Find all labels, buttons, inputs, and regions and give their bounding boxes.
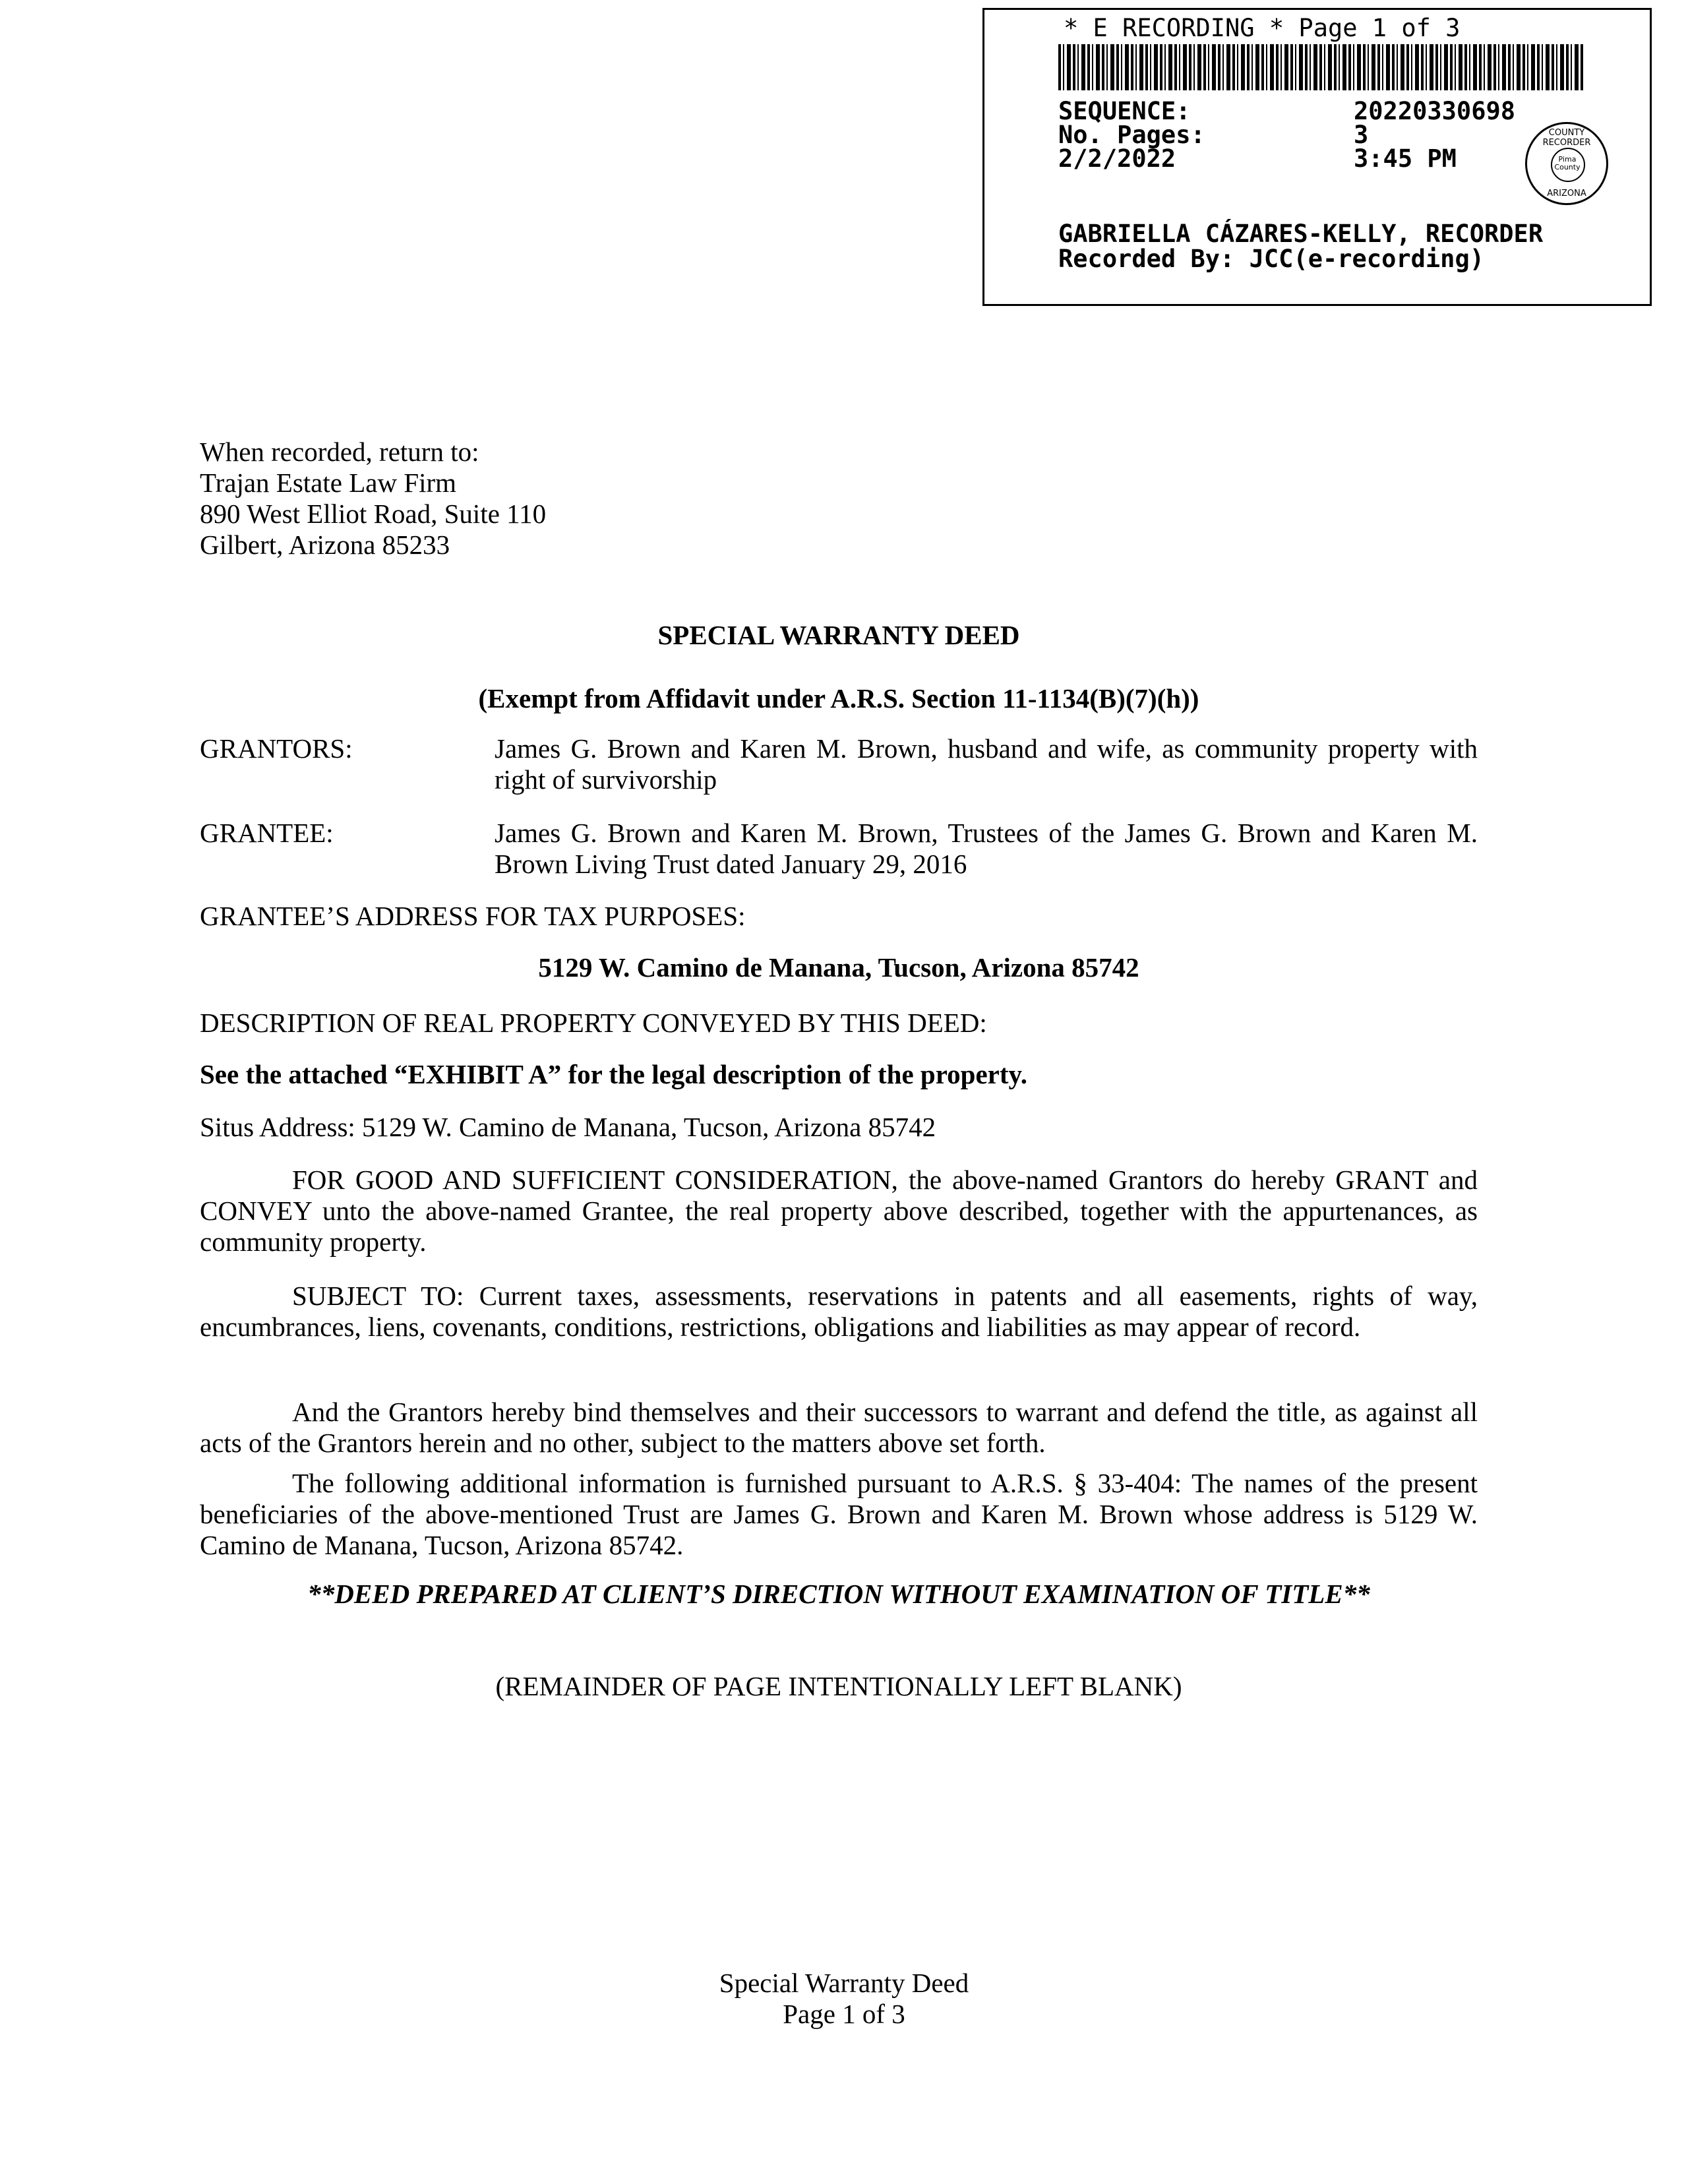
tax-address: 5129 W. Camino de Manana, Tucson, Arizona 85742 — [538, 952, 1139, 983]
seal-center-text: Pima County — [1554, 155, 1581, 171]
seal-top-text: COUNTY RECORDER — [1542, 128, 1591, 148]
warranty-paragraph: And the Grantors hereby bind themselves and their successors to warrant and defend the title, as against all acts of the Grantors herein and no other, subject to the matters above set forth. — [200, 1397, 1478, 1458]
beneficiaries-paragraph: The following additional information is furnished pursuant to A.R.S. § 33-404: The names of the present beneficiaries of the above-mentioned Trust are James G. Brown and Karen M. Brown whose address is 5129 W. Camino de Manana, Tucson, Arizona 85742. — [200, 1468, 1478, 1560]
grantors-label: GRANTORS: — [200, 733, 353, 764]
recording-time: 3:45 PM — [1354, 144, 1457, 173]
return-to-block — [200, 437, 546, 561]
footer-page-number: Page 1 of 3 — [783, 1999, 905, 2029]
recording-stamp — [982, 8, 1652, 306]
recording-date: 2/2/2022 — [1058, 144, 1176, 173]
barcode — [1058, 44, 1583, 90]
pages-label: No. Pages: — [1058, 121, 1205, 149]
return-to-heading: When recorded, return to: — [200, 437, 479, 467]
consideration-paragraph: FOR GOOD AND SUFFICIENT CONSIDERATION, the above-named Grantors do hereby GRANT and CONVEY unto the above-named Grantee, the real property above described, together with the appurtenances, as community property. — [200, 1165, 1478, 1257]
prepared-note: **DEED PREPARED AT CLIENT’S DIRECTION WITHOUT EXAMINATION OF TITLE** — [307, 1579, 1370, 1609]
exempt-note: (Exempt from Affidavit under A.R.S. Section 11-1134(B)(7)(h)) — [478, 683, 1199, 713]
pages-value: 3 — [1354, 121, 1369, 149]
return-to-firm: Trajan Estate Law Firm — [200, 468, 457, 498]
footer-title: Special Warranty Deed — [719, 1968, 969, 1998]
grantors-value: James G. Brown and Karen M. Brown, husband and wife, as community property with right of survivorship — [495, 733, 1478, 795]
exhibit-note: See the attached “EXHIBIT A” for the legal description of the property. — [200, 1059, 1028, 1089]
situs-address: Situs Address: 5129 W. Camino de Manana, Tucson, Arizona 85742 — [200, 1112, 936, 1142]
subject-to-paragraph: SUBJECT TO: Current taxes, assessments, reservations in patents and all easements, rights of way, encumbrances, liens, covenants, conditions, restrictions, obligations and liabilities as may appear of record. — [200, 1281, 1478, 1342]
recorder-name: GABRIELLA CÁZARES-KELLY, RECORDER — [1058, 220, 1544, 248]
description-label: DESCRIPTION OF REAL PROPERTY CONVEYED BY THIS DEED: — [200, 1008, 987, 1038]
document-title: SPECIAL WARRANTY DEED — [657, 620, 1020, 650]
grantee-value: James G. Brown and Karen M. Brown, Trustees of the James G. Brown and Karen M. Brown Living Trust dated January 29, 2016 — [495, 818, 1478, 879]
county-recorder-seal — [1525, 122, 1608, 205]
seal-bottom-text: ARIZONA — [1547, 189, 1586, 198]
stamp-title: * E RECORDING * Page 1 of 3 — [1064, 14, 1461, 42]
sequence-value: 20220330698 — [1354, 97, 1516, 125]
remainder-note: (REMAINDER OF PAGE INTENTIONALLY LEFT BLANK) — [495, 1671, 1182, 1701]
tax-address-label: GRANTEE’S ADDRESS FOR TAX PURPOSES: — [200, 901, 746, 931]
page-footer — [0, 1968, 1688, 2030]
recorded-by: Recorded By: JCC(e-recording) — [1058, 245, 1485, 273]
return-to-street: 890 West Elliot Road, Suite 110 — [200, 499, 547, 529]
return-to-city: Gilbert, Arizona 85233 — [200, 530, 450, 560]
grantee-label: GRANTEE: — [200, 818, 334, 848]
sequence-label: SEQUENCE: — [1058, 97, 1191, 125]
